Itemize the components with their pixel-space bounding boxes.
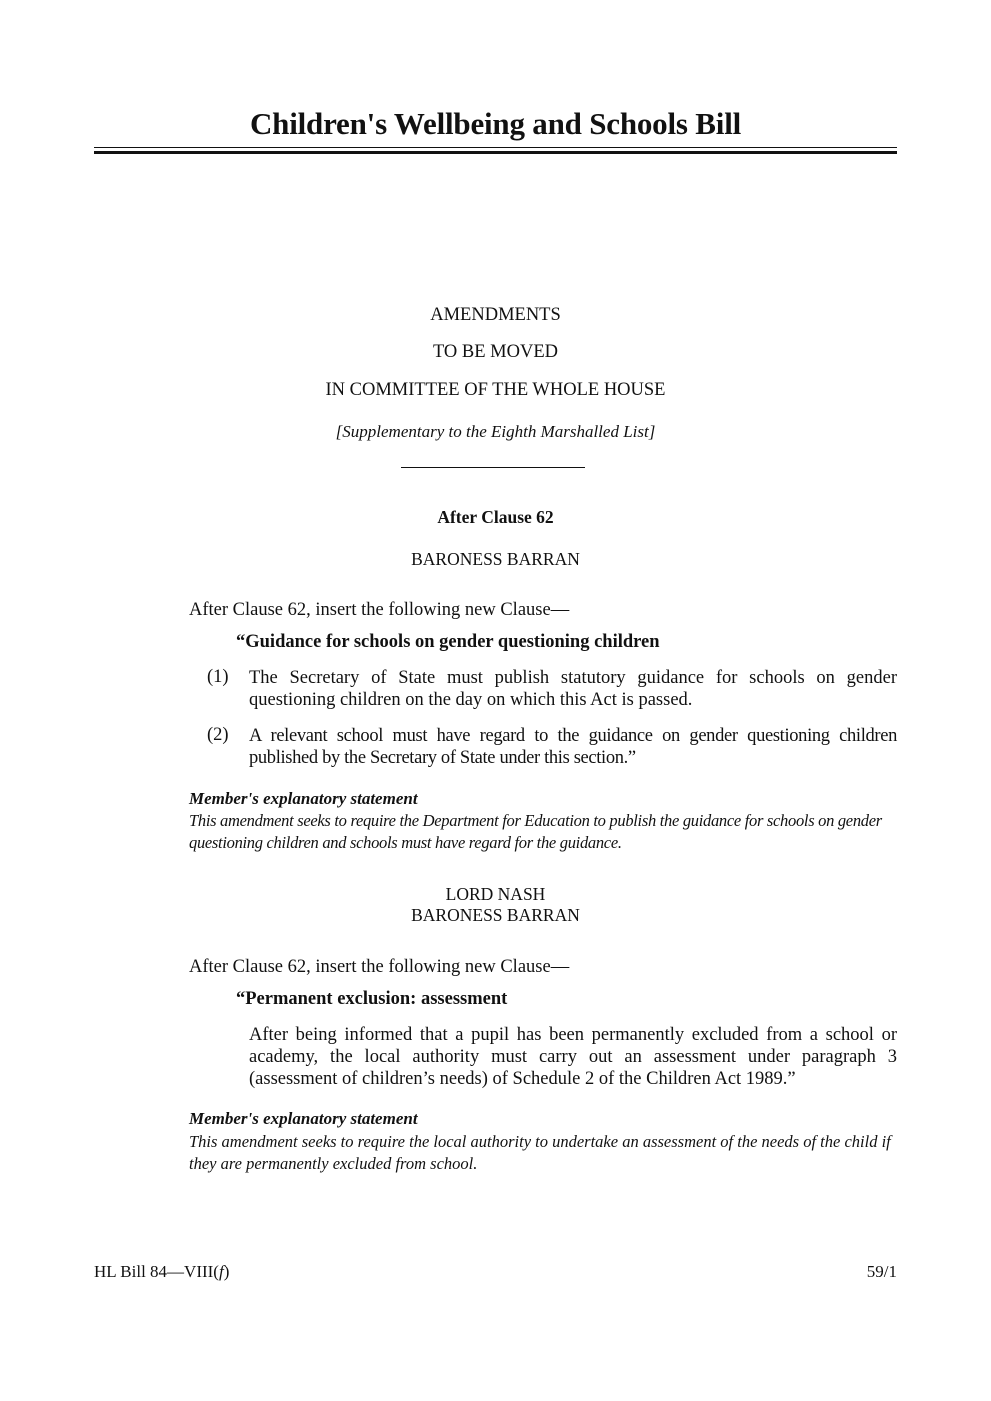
preamble-to-be-moved: TO BE MOVED [432, 342, 559, 362]
preamble-note: [Supplementary to the Eighth Marshalled List] [335, 422, 656, 441]
document-title: Children's Wellbeing and Schools Bill [249, 106, 742, 141]
amendment-1-subsection-2-num: (2) [207, 725, 229, 745]
amendment-1-subsection-1-num: (1) [207, 667, 229, 687]
amendment-2-statement: This amendment seeks to require the local authority to undertake an assessment of the needs of the child if they are permanently excluded from school. [189, 1132, 891, 1173]
bill-reference [94, 1262, 229, 1282]
page-reference: 59/1 [866, 1262, 897, 1281]
amendment-2-clause-title: “Permanent exclusion: assessment [236, 989, 508, 1009]
amendment-1-instruction: After Clause 62, insert the following new Clause— [189, 600, 570, 620]
title-rule-thick [94, 151, 897, 154]
amendment-2-sponsor-1: LORD NASH [445, 884, 546, 904]
amendment-2-instruction: After Clause 62, insert the following new Clause— [189, 957, 570, 977]
amendment-1-statement-heading: Member's explanatory statement [189, 789, 418, 808]
amendment-1-subsection-2-text: A relevant school must have regard to the guidance on gender questioning children published by the Secretary of State under this section.” [249, 726, 897, 768]
amendment-2-body: After being informed that a pupil has been permanently excluded from a school or academy, the local authority must carry out an assessment under paragraph 3 (assessment of children’s needs) of Schedule 2 of the Children Act 1989.” [249, 1025, 897, 1089]
title-rule-thin [94, 147, 897, 148]
section-heading: After Clause 62 [437, 507, 554, 527]
amendment-2-sponsor-2: BARONESS BARRAN [411, 905, 580, 925]
preamble-amendments: AMENDMENTS [430, 305, 561, 325]
preamble-committee: IN COMMITTEE OF THE WHOLE HOUSE [325, 380, 666, 400]
amendment-1-statement: This amendment seeks to require the Department for Education to publish the guidance for schools on gender questioning children and schools must have regard for the guidance. [189, 811, 882, 852]
section-divider [401, 467, 585, 468]
amendment-1-sponsor: BARONESS BARRAN [411, 549, 580, 569]
amendment-2-statement-heading: Member's explanatory statement [189, 1109, 418, 1128]
amendment-1-clause-title: “Guidance for schools on gender questioning children [236, 632, 660, 652]
bill-reference-italic: f [218, 1262, 224, 1281]
bill-reference-prefix: HL Bill 84—VIII( [94, 1262, 219, 1281]
bill-reference-suffix: ) [223, 1262, 230, 1281]
amendment-1-subsection-1-text: The Secretary of State must publish statutory guidance for schools on gender questioning children on the day on which this Act is passed. [249, 668, 897, 710]
